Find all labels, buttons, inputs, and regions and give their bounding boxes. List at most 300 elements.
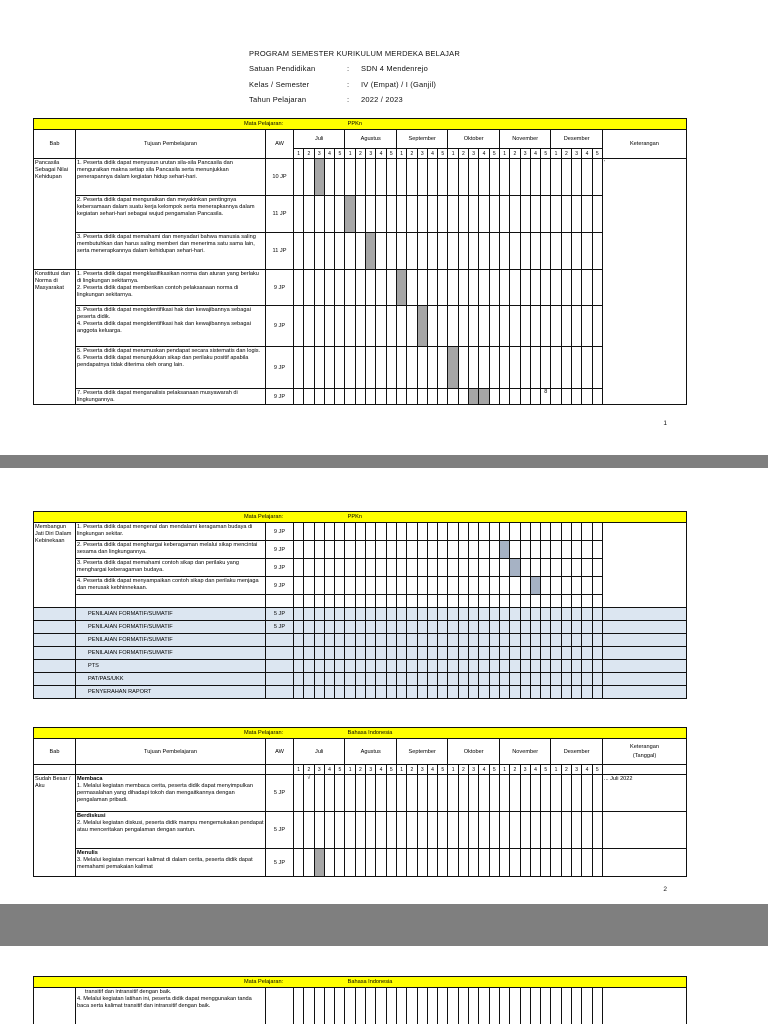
week-cell bbox=[499, 196, 509, 233]
week-cell bbox=[582, 389, 592, 405]
header-row-kelas: Kelas / Semester : IV (Empat) / I (Ganjil) bbox=[249, 77, 460, 92]
week-cell bbox=[561, 988, 571, 1024]
week-cell bbox=[520, 595, 530, 608]
week-cell bbox=[438, 233, 448, 270]
week-cell bbox=[458, 389, 468, 405]
scheduled-week-bar bbox=[510, 559, 520, 577]
week-cell bbox=[294, 849, 304, 877]
document-page-1 bbox=[0, 0, 768, 455]
week-cell bbox=[541, 541, 551, 559]
week-cell bbox=[438, 306, 448, 347]
week-cell bbox=[489, 647, 499, 660]
week-cell bbox=[396, 577, 406, 595]
week-cell bbox=[458, 673, 468, 686]
week-cell bbox=[561, 159, 571, 196]
week-cell bbox=[530, 159, 540, 196]
week-cell bbox=[448, 608, 458, 621]
week-cell bbox=[541, 647, 551, 660]
table-row: 3. Peserta didik dapat mengidentifikasi hak dan kewajibannya sebagai peserta didik. 4. Peserta didik dapat mengidentifikasi hak dan kewajibannya sebagai anggota keluarga. 9 JP bbox=[34, 306, 687, 347]
week-cell bbox=[314, 270, 324, 306]
week-cell bbox=[335, 621, 345, 634]
week-cell bbox=[376, 775, 386, 812]
week-cell bbox=[345, 233, 355, 270]
week-numbers-row bbox=[34, 765, 687, 775]
week-cell bbox=[572, 559, 582, 577]
week-cell bbox=[396, 196, 406, 233]
week-cell bbox=[530, 541, 540, 559]
week-cell bbox=[510, 541, 520, 559]
week-cell bbox=[582, 608, 592, 621]
scheduled-week-bar bbox=[499, 541, 509, 559]
week-cell bbox=[427, 233, 437, 270]
week-cell bbox=[376, 686, 386, 699]
week-cell bbox=[427, 647, 437, 660]
week-cell bbox=[530, 647, 540, 660]
week-cell bbox=[417, 389, 427, 405]
week-cell bbox=[489, 559, 499, 577]
scheduled-week-bar bbox=[417, 306, 427, 347]
week-cell bbox=[582, 775, 592, 812]
week-cell bbox=[469, 233, 479, 270]
bab-cell: Membangun Jati Diri Dalam Kebinekaan bbox=[34, 523, 76, 608]
week-cell bbox=[335, 849, 345, 877]
week-cell bbox=[469, 559, 479, 577]
week-cell bbox=[366, 608, 376, 621]
week-cell bbox=[530, 389, 540, 405]
week-cell bbox=[592, 523, 602, 541]
week-cell bbox=[510, 233, 520, 270]
week-cell bbox=[376, 541, 386, 559]
week-cell bbox=[489, 812, 499, 849]
week-cell bbox=[469, 608, 479, 621]
week-cell bbox=[510, 621, 520, 634]
week-cell bbox=[386, 159, 396, 196]
week-cell bbox=[335, 660, 345, 673]
week-cell bbox=[376, 647, 386, 660]
week-cell bbox=[458, 577, 468, 595]
week-cell bbox=[592, 196, 602, 233]
week-cell bbox=[438, 634, 448, 647]
week-cell bbox=[541, 196, 551, 233]
week-cell bbox=[324, 621, 334, 634]
week-cell bbox=[345, 559, 355, 577]
week-cell bbox=[335, 634, 345, 647]
bab-cell: Sudah Besar / Aku bbox=[34, 775, 76, 877]
week-cell bbox=[510, 849, 520, 877]
week-cell bbox=[592, 647, 602, 660]
week-cell bbox=[592, 577, 602, 595]
week-number: 4 bbox=[427, 765, 437, 775]
week-cell bbox=[489, 233, 499, 270]
week-cell bbox=[510, 347, 520, 389]
week-cell bbox=[314, 577, 324, 595]
week-cell bbox=[438, 673, 448, 686]
week-cell bbox=[592, 849, 602, 877]
week-cell bbox=[582, 849, 592, 877]
week-cell bbox=[592, 233, 602, 270]
table-row: 2. Peserta didik dapat menghargai keberagaman melalui sikap mencintai sesama dan lingkungannya. 9 JP bbox=[34, 541, 687, 559]
week-cell bbox=[376, 559, 386, 577]
week-cell bbox=[427, 849, 437, 877]
week-cell bbox=[314, 389, 324, 405]
week-cell bbox=[499, 647, 509, 660]
week-cell bbox=[530, 634, 540, 647]
week-cell bbox=[324, 577, 334, 595]
week-cell bbox=[448, 159, 458, 196]
week-cell bbox=[520, 988, 530, 1024]
week-cell bbox=[335, 559, 345, 577]
week-cell bbox=[479, 673, 489, 686]
week-cell bbox=[499, 621, 509, 634]
week-cell bbox=[541, 559, 551, 577]
week-cell bbox=[376, 196, 386, 233]
week-cell bbox=[561, 775, 571, 812]
week-cell bbox=[335, 523, 345, 541]
week-cell bbox=[376, 812, 386, 849]
week-cell bbox=[366, 673, 376, 686]
week-number: 5 bbox=[541, 149, 551, 159]
week-cell bbox=[541, 270, 551, 306]
week-cell bbox=[376, 849, 386, 877]
week-cell bbox=[355, 660, 365, 673]
week-cell bbox=[561, 347, 571, 389]
week-cell bbox=[355, 523, 365, 541]
week-cell bbox=[355, 621, 365, 634]
week-cell bbox=[324, 523, 334, 541]
week-cell bbox=[294, 595, 304, 608]
week-cell bbox=[572, 306, 582, 347]
week-cell bbox=[551, 634, 561, 647]
week-cell bbox=[592, 270, 602, 306]
week-cell bbox=[489, 389, 499, 405]
week-cell bbox=[551, 159, 561, 196]
week-cell bbox=[345, 775, 355, 812]
week-cell bbox=[438, 608, 448, 621]
week-number: 4 bbox=[530, 765, 540, 775]
week-cell bbox=[541, 159, 551, 196]
week-number: 2 bbox=[458, 149, 468, 159]
table-row: Membangun Jati Diri Dalam Kebinekaan 1. Peserta didik dapat mengenal dan mendalami keragaman budaya di lingkungan sekitar. 9 JP bbox=[34, 523, 687, 541]
week-cell bbox=[396, 347, 406, 389]
week-cell bbox=[304, 988, 314, 1024]
week-cell bbox=[335, 270, 345, 306]
week-cell bbox=[366, 634, 376, 647]
week-cell bbox=[304, 849, 314, 877]
week-cell bbox=[396, 660, 406, 673]
scheduled-week-bar bbox=[479, 389, 489, 405]
week-cell bbox=[376, 660, 386, 673]
week-cell bbox=[489, 595, 499, 608]
week-cell bbox=[448, 621, 458, 634]
week-number: 4 bbox=[376, 149, 386, 159]
week-cell bbox=[314, 541, 324, 559]
week-cell bbox=[407, 595, 417, 608]
week-cell bbox=[469, 347, 479, 389]
week-cell bbox=[355, 775, 365, 812]
week-cell bbox=[520, 523, 530, 541]
week-cell bbox=[541, 812, 551, 849]
week-cell bbox=[551, 523, 561, 541]
week-cell bbox=[304, 196, 314, 233]
column-header-row bbox=[34, 130, 687, 149]
week-cell bbox=[572, 270, 582, 306]
week-cell bbox=[541, 608, 551, 621]
week-cell bbox=[530, 306, 540, 347]
table-row: 7. Peserta didik dapat menganalisis pelaksanaan musyawarah di lingkungannya. 9 JP 8 bbox=[34, 389, 687, 405]
week-cell bbox=[396, 559, 406, 577]
week-cell bbox=[592, 541, 602, 559]
week-cell bbox=[479, 270, 489, 306]
week-cell bbox=[335, 347, 345, 389]
week-cell bbox=[417, 634, 427, 647]
week-cell bbox=[386, 775, 396, 812]
week-cell bbox=[520, 849, 530, 877]
table-row: Sudah Besar / Aku Membaca 1. Melalui kegiatan membaca cerita, peserta didik dapat menyimpulkan permasalahan yang dihadapi tokoh dan mengaitkannya dengan pengalaman pribadi. 5 JP √ ... Juli 2022 bbox=[34, 775, 687, 812]
week-cell bbox=[448, 233, 458, 270]
week-cell bbox=[520, 621, 530, 634]
week-cell bbox=[386, 634, 396, 647]
week-number: 4 bbox=[376, 765, 386, 775]
week-cell bbox=[551, 660, 561, 673]
week-cell bbox=[479, 159, 489, 196]
week-cell bbox=[314, 233, 324, 270]
week-cell bbox=[469, 270, 479, 306]
week-cell bbox=[396, 523, 406, 541]
week-cell bbox=[345, 595, 355, 608]
week-cell bbox=[541, 306, 551, 347]
week-cell bbox=[407, 647, 417, 660]
month-september: September bbox=[396, 130, 447, 149]
week-cell bbox=[561, 270, 571, 306]
week-cell bbox=[458, 233, 468, 270]
week-cell bbox=[366, 988, 376, 1024]
week-cell bbox=[489, 270, 499, 306]
week-cell bbox=[304, 595, 314, 608]
week-cell bbox=[520, 577, 530, 595]
week-cell bbox=[510, 812, 520, 849]
week-cell bbox=[376, 577, 386, 595]
week-cell bbox=[551, 988, 561, 1024]
week-cell bbox=[294, 559, 304, 577]
week-cell bbox=[407, 621, 417, 634]
week-cell bbox=[407, 660, 417, 673]
week-cell bbox=[345, 812, 355, 849]
week-cell bbox=[427, 196, 437, 233]
week-cell bbox=[386, 270, 396, 306]
week-cell bbox=[294, 577, 304, 595]
week-cell bbox=[376, 608, 386, 621]
week-cell bbox=[345, 660, 355, 673]
week-number: 3 bbox=[417, 765, 427, 775]
week-cell bbox=[520, 673, 530, 686]
week-cell bbox=[499, 559, 509, 577]
col-keterangan: Keterangan bbox=[602, 130, 686, 159]
week-cell bbox=[324, 559, 334, 577]
week-cell bbox=[499, 673, 509, 686]
week-cell bbox=[294, 775, 304, 812]
week-cell bbox=[396, 233, 406, 270]
week-number: 4 bbox=[530, 149, 540, 159]
week-cell bbox=[458, 523, 468, 541]
week-cell bbox=[386, 559, 396, 577]
week-number: 5 bbox=[386, 765, 396, 775]
table-row bbox=[34, 595, 687, 608]
week-cell bbox=[510, 775, 520, 812]
assessment-row: PENILAIAN FORMATIF/SUMATIF bbox=[34, 634, 687, 647]
week-cell bbox=[417, 159, 427, 196]
week-cell bbox=[335, 389, 345, 405]
week-cell bbox=[324, 634, 334, 647]
week-cell bbox=[489, 523, 499, 541]
week-cell bbox=[469, 541, 479, 559]
week-cell bbox=[510, 389, 520, 405]
week-cell bbox=[499, 577, 509, 595]
week-cell bbox=[572, 812, 582, 849]
week-cell bbox=[366, 159, 376, 196]
week-cell bbox=[520, 608, 530, 621]
week-cell bbox=[510, 634, 520, 647]
week-cell bbox=[438, 849, 448, 877]
week-cell bbox=[551, 595, 561, 608]
week-number: 1 bbox=[551, 765, 561, 775]
week-cell bbox=[448, 559, 458, 577]
week-cell bbox=[438, 196, 448, 233]
week-cell bbox=[438, 775, 448, 812]
week-cell bbox=[479, 523, 489, 541]
week-cell bbox=[345, 541, 355, 559]
week-cell bbox=[396, 541, 406, 559]
week-cell bbox=[572, 389, 582, 405]
week-cell bbox=[417, 577, 427, 595]
week-cell bbox=[561, 849, 571, 877]
week-cell bbox=[438, 595, 448, 608]
week-cell bbox=[366, 775, 376, 812]
week-cell bbox=[572, 577, 582, 595]
week-cell bbox=[324, 608, 334, 621]
week-cell bbox=[582, 660, 592, 673]
week-number: 3 bbox=[366, 149, 376, 159]
week-cell bbox=[530, 523, 540, 541]
week-cell bbox=[427, 595, 437, 608]
week-cell bbox=[499, 270, 509, 306]
week-cell bbox=[510, 306, 520, 347]
week-cell bbox=[458, 595, 468, 608]
week-cell bbox=[458, 647, 468, 660]
week-cell bbox=[592, 634, 602, 647]
week-number: 1 bbox=[345, 765, 355, 775]
week-number: 3 bbox=[520, 149, 530, 159]
scheduled-week-bar bbox=[448, 347, 458, 389]
week-cell bbox=[592, 621, 602, 634]
week-cell bbox=[479, 660, 489, 673]
bab-cell: Pancasila Sebagai Nilai Kehidupan bbox=[34, 159, 76, 270]
week-cell bbox=[561, 523, 571, 541]
scheduled-week-bar bbox=[366, 233, 376, 270]
week-cell bbox=[448, 389, 458, 405]
week-cell bbox=[551, 541, 561, 559]
week-number: 4 bbox=[582, 149, 592, 159]
week-number: 5 bbox=[438, 149, 448, 159]
week-cell bbox=[417, 347, 427, 389]
week-cell bbox=[479, 233, 489, 270]
week-cell: √ bbox=[304, 775, 314, 812]
week-cell bbox=[572, 159, 582, 196]
week-cell bbox=[355, 347, 365, 389]
week-cell bbox=[324, 159, 334, 196]
week-cell bbox=[469, 686, 479, 699]
week-cell bbox=[427, 306, 437, 347]
week-cell bbox=[561, 647, 571, 660]
week-cell bbox=[551, 270, 561, 306]
week-cell bbox=[530, 196, 540, 233]
week-number: 4 bbox=[479, 149, 489, 159]
week-cell bbox=[304, 621, 314, 634]
page-number: 2 bbox=[663, 886, 667, 893]
week-cell bbox=[572, 196, 582, 233]
week-cell bbox=[582, 686, 592, 699]
week-cell bbox=[294, 389, 304, 405]
week-cell bbox=[469, 660, 479, 673]
week-cell bbox=[582, 347, 592, 389]
week-number: 4 bbox=[427, 149, 437, 159]
week-cell bbox=[530, 608, 540, 621]
week-cell bbox=[561, 812, 571, 849]
week-cell bbox=[510, 523, 520, 541]
week-cell bbox=[561, 306, 571, 347]
week-cell bbox=[479, 595, 489, 608]
week-cell bbox=[386, 523, 396, 541]
week-cell bbox=[294, 541, 304, 559]
week-cell bbox=[386, 347, 396, 389]
week-cell bbox=[314, 347, 324, 389]
subject-header-band: Mata Pelajaran: PPKn bbox=[34, 119, 687, 130]
week-cell bbox=[355, 812, 365, 849]
week-cell bbox=[304, 233, 314, 270]
week-cell bbox=[530, 595, 540, 608]
week-cell bbox=[417, 270, 427, 306]
scheduled-week-bar bbox=[345, 196, 355, 233]
table-row: Berdiskusi 2. Melalui kegiatan diskusi, peserta didik mampu mengemukakan pendapat atau menceritakan pengalaman dengan santun. 5 JP bbox=[34, 812, 687, 849]
header-year: 2022 / 2023 bbox=[361, 94, 403, 104]
week-cell bbox=[396, 159, 406, 196]
week-cell bbox=[458, 559, 468, 577]
week-cell bbox=[561, 686, 571, 699]
week-cell bbox=[592, 775, 602, 812]
week-cell bbox=[427, 389, 437, 405]
week-cell bbox=[376, 347, 386, 389]
week-cell bbox=[582, 673, 592, 686]
week-cell bbox=[582, 196, 592, 233]
week-cell bbox=[469, 159, 479, 196]
week-cell bbox=[366, 559, 376, 577]
week-cell bbox=[561, 559, 571, 577]
week-cell bbox=[530, 621, 540, 634]
week-cell bbox=[386, 389, 396, 405]
week-cell bbox=[438, 647, 448, 660]
week-cell: 8 bbox=[541, 389, 551, 405]
week-cell bbox=[376, 523, 386, 541]
week-cell bbox=[427, 523, 437, 541]
scheduled-week-bar bbox=[469, 389, 479, 405]
week-cell bbox=[438, 389, 448, 405]
week-cell bbox=[499, 347, 509, 389]
week-cell bbox=[561, 608, 571, 621]
table-row: Pancasila Sebagai Nilai Kehidupan 1. Peserta didik dapat menyusun urutan sila-sila Pancasila dan menguraikan makna setiap sila Pancasila serta menunjukkan penerapannya dalam kegiatan hidup sehari-hari. 10 JP ' bbox=[34, 159, 687, 196]
week-cell bbox=[592, 660, 602, 673]
week-cell bbox=[458, 347, 468, 389]
week-number: 3 bbox=[469, 149, 479, 159]
week-cell bbox=[314, 608, 324, 621]
